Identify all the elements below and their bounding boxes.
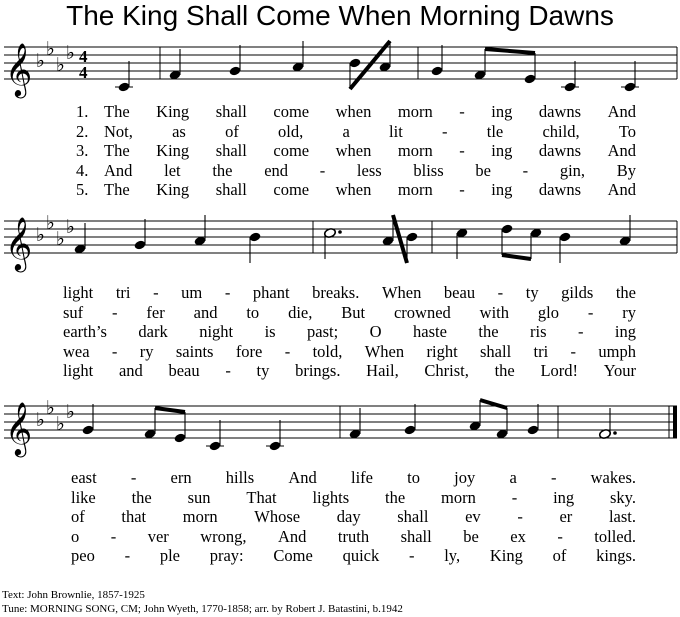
lyric-syllable: Your xyxy=(603,361,636,380)
lyric-syllable: ty xyxy=(256,361,270,380)
lyric-syllable: fer xyxy=(146,302,165,322)
lyric-syllable: past; xyxy=(307,322,339,341)
lyric-syllable: And xyxy=(104,160,133,180)
flat-icon: ♭ xyxy=(46,397,55,419)
flat-icon: ♭ xyxy=(66,42,75,64)
lyric-syllable: is xyxy=(264,322,276,341)
lyric-syllable: King xyxy=(156,141,190,160)
lyric-syllable: ris xyxy=(530,322,547,341)
lyric-syllable: joy xyxy=(454,468,476,487)
lyric-syllable: ern xyxy=(170,468,192,487)
lyric-syllable: And xyxy=(607,180,636,199)
hyphen: - xyxy=(459,102,465,121)
lyric-syllable: sun xyxy=(187,487,211,507)
lyric-syllable: Not, xyxy=(104,121,133,141)
lyric-syllable: less xyxy=(356,160,382,180)
lyric-syllable: be xyxy=(463,526,479,546)
verse-number: 5. xyxy=(76,180,89,199)
lyric-syllable: ple xyxy=(159,546,180,565)
lyric-syllable: um xyxy=(181,283,203,302)
lyric-syllable: wea xyxy=(63,341,90,361)
time-signature-top: 4 xyxy=(79,47,88,66)
hyphen: - xyxy=(550,468,557,487)
hyphen: - xyxy=(224,283,231,302)
lyric-syllable: When xyxy=(381,283,422,302)
hyphen: - xyxy=(459,180,465,199)
lyric-syllable: the xyxy=(494,361,515,380)
hyphen: - xyxy=(112,302,118,322)
lyric-syllable: sky. xyxy=(610,487,636,507)
lyric-syllable: with xyxy=(479,302,509,322)
hyphen: - xyxy=(577,322,584,341)
treble-clef-icon: 𝄞 xyxy=(5,401,33,455)
tune-credit: Tune: MORNING SONG, CM; John Wyeth, 1770-1858; arr. by Robert J. Batastini, b.1942 xyxy=(2,603,403,615)
verse-number: 1. xyxy=(76,102,89,121)
lyric-syllable: tle xyxy=(486,121,504,141)
final-barline xyxy=(673,406,677,438)
lyric-syllable: brings. xyxy=(295,361,341,380)
flat-icon: ♭ xyxy=(56,228,65,250)
lyric-syllable: suf xyxy=(63,302,84,322)
lyric-syllable: That xyxy=(246,487,277,507)
hyphen: - xyxy=(442,121,448,141)
lyric-syllable: tolled. xyxy=(594,526,636,546)
lyric-syllable: of xyxy=(552,546,567,565)
lyric-syllable: shall xyxy=(215,180,247,199)
flat-icon: ♭ xyxy=(46,38,55,60)
beam xyxy=(502,255,531,259)
lyric-syllable: to xyxy=(407,468,420,487)
lyric-syllable: The xyxy=(104,180,130,199)
lyric-syllable: breaks. xyxy=(312,283,360,302)
lyric-syllable: lit xyxy=(389,121,403,141)
lyric-syllable: Hail, xyxy=(366,361,399,380)
lyric-syllable: And xyxy=(607,102,636,121)
hyphen: - xyxy=(111,341,118,361)
lyric-syllable: life xyxy=(350,468,373,487)
lyric-syllable: to xyxy=(246,302,260,322)
hyphen: - xyxy=(153,283,159,302)
dot xyxy=(613,431,617,435)
lyric-syllable: o xyxy=(71,526,80,546)
lyric-syllable: O xyxy=(369,322,382,341)
lyric-syllable: earth’s xyxy=(63,322,107,341)
verse-number: 2. xyxy=(76,121,89,141)
lyric-syllable: morn xyxy=(397,102,433,121)
beam xyxy=(485,49,535,53)
lyric-syllable: dawns xyxy=(538,180,582,199)
lyric-syllable: hills xyxy=(225,468,255,487)
lyric-syllable: Whose xyxy=(254,507,301,526)
flat-icon: ♭ xyxy=(36,50,45,72)
lyric-syllable: And xyxy=(607,141,636,160)
lyric-syllable: ex xyxy=(510,526,526,546)
lyric-syllable: come xyxy=(273,141,310,160)
hyphen: - xyxy=(522,160,529,180)
flat-icon: ♭ xyxy=(56,54,65,76)
hyphen: - xyxy=(319,160,326,180)
flat-icon: ♭ xyxy=(36,409,45,431)
verse-number: 3. xyxy=(76,141,89,160)
flat-icon: ♭ xyxy=(66,401,75,423)
lyric-syllable: last. xyxy=(608,507,636,526)
beam xyxy=(480,400,507,408)
beam xyxy=(393,215,407,263)
lyric-syllable: gilds xyxy=(561,283,594,302)
lyric-syllable: come xyxy=(273,102,310,121)
lyric-syllable: tri xyxy=(115,283,131,302)
lyric-syllable: Christ, xyxy=(424,361,469,380)
lyric-syllable: beau xyxy=(168,361,200,380)
beam xyxy=(155,408,185,412)
hyphen: - xyxy=(557,526,563,546)
hyphen: - xyxy=(124,546,131,565)
lyric-syllable: ing xyxy=(553,487,575,507)
lyric-syllable: King xyxy=(156,180,190,199)
hyphen: - xyxy=(408,546,415,565)
hyphen: - xyxy=(284,341,291,361)
lyric-syllable: the xyxy=(478,322,499,341)
lyric-syllable: But xyxy=(341,302,366,322)
lyric-syllable: told, xyxy=(312,341,343,361)
lyric-syllable: umph xyxy=(598,341,636,361)
lyric-syllable: shall xyxy=(480,341,512,361)
lyric-syllable: tri xyxy=(533,341,549,361)
lyric-syllable: ry xyxy=(622,302,636,322)
lyric-syllable: dark xyxy=(138,322,168,341)
lyric-syllable: and xyxy=(118,361,143,380)
lyric-syllable: night xyxy=(199,322,234,341)
lyric-syllable: like xyxy=(71,487,96,507)
lyric-syllable: By xyxy=(616,160,636,180)
lyric-syllable: ver xyxy=(147,526,169,546)
lyric-syllable: child, xyxy=(542,121,580,141)
lyric-syllable: lights xyxy=(312,487,350,507)
lyric-syllable: die, xyxy=(288,302,313,322)
lyric-syllable: morn xyxy=(397,180,433,199)
flat-icon: ♭ xyxy=(56,413,65,435)
lyric-syllable: right xyxy=(426,341,458,361)
lyric-syllable: phant xyxy=(252,283,290,302)
hyphen: - xyxy=(225,361,231,380)
lyric-syllable: wrong, xyxy=(200,526,247,546)
verse-number: 4. xyxy=(76,160,89,180)
lyric-syllable: end xyxy=(264,160,289,180)
lyric-syllable: ing xyxy=(491,180,513,199)
lyric-syllable: when xyxy=(335,180,372,199)
lyric-syllable: King xyxy=(489,546,523,565)
lyric-syllable: crowned xyxy=(393,302,451,322)
lyric-syllable: And xyxy=(278,526,307,546)
lyric-syllable: beau xyxy=(443,283,476,302)
treble-clef-icon: 𝄞 xyxy=(5,42,33,96)
hyphen: - xyxy=(497,283,504,302)
lyric-syllable: ing xyxy=(491,141,513,160)
lyric-syllable: peo xyxy=(71,546,95,565)
lyric-syllable: light xyxy=(63,361,94,380)
lyric-syllable: er xyxy=(559,507,573,526)
lyric-syllable: The xyxy=(104,102,130,121)
lyric-syllable: ly, xyxy=(444,546,461,565)
lyric-syllable: And xyxy=(288,468,317,487)
lyric-syllable: and xyxy=(193,302,218,322)
lyric-syllable: the xyxy=(385,487,406,507)
lyric-syllable: glo xyxy=(537,302,559,322)
lyric-syllable: when xyxy=(335,141,372,160)
lyric-syllable: ing xyxy=(614,322,636,341)
lyric-syllable: dawns xyxy=(538,141,582,160)
lyric-syllable: east xyxy=(71,468,97,487)
lyric-syllable: morn xyxy=(397,141,433,160)
hyphen: - xyxy=(459,141,465,160)
lyric-syllable: light xyxy=(63,283,94,302)
time-signature-bottom: 4 xyxy=(79,63,88,82)
lyric-syllable: of xyxy=(71,507,85,526)
lyric-syllable: quick xyxy=(342,546,380,565)
hymn-title: The King Shall Come When Morning Dawns xyxy=(66,0,614,31)
lyric-syllable: shall xyxy=(215,141,247,160)
lyric-syllable: saints xyxy=(175,341,214,361)
lyric-syllable: truth xyxy=(337,526,370,546)
lyric-syllable: come xyxy=(273,180,310,199)
dot xyxy=(338,230,342,234)
lyric-syllable: the xyxy=(212,160,233,180)
hyphen: - xyxy=(587,302,594,322)
lyric-syllable: pray: xyxy=(209,546,244,565)
hyphen: - xyxy=(110,526,117,546)
hyphen: - xyxy=(517,507,523,526)
lyric-syllable: shall xyxy=(397,507,429,526)
lyric-syllable: of xyxy=(225,121,239,141)
lyric-syllable: fore xyxy=(235,341,263,361)
lyric-syllable: ry xyxy=(139,341,154,361)
hyphen: - xyxy=(570,341,577,361)
lyric-syllable: old, xyxy=(278,121,304,141)
lyric-syllable: dawns xyxy=(538,102,582,121)
hyphen: - xyxy=(511,487,518,507)
lyric-syllable: gin, xyxy=(559,160,586,180)
lyric-syllable: ev xyxy=(465,507,481,526)
lyric-syllable: that xyxy=(121,507,147,526)
flat-icon: ♭ xyxy=(46,212,55,234)
lyric-syllable: The xyxy=(104,141,130,160)
lyric-syllable: shall xyxy=(400,526,432,546)
lyric-syllable: morn xyxy=(182,507,218,526)
lyric-syllable: the xyxy=(615,283,636,302)
lyric-syllable: To xyxy=(618,121,636,141)
flat-icon: ♭ xyxy=(66,216,75,238)
lyric-syllable: Come xyxy=(273,546,313,565)
lyric-syllable: ty xyxy=(525,283,539,302)
lyric-syllable: wakes. xyxy=(590,468,636,487)
lyric-syllable: ing xyxy=(491,102,513,121)
lyric-syllable: a xyxy=(342,121,350,141)
lyric-syllable: Lord! xyxy=(540,361,579,380)
text-credit: Text: John Brownlie, 1857-1925 xyxy=(2,589,145,601)
lyric-syllable: kings. xyxy=(596,546,636,565)
lyric-syllable: shall xyxy=(215,102,247,121)
lyric-syllable: when xyxy=(335,102,372,121)
treble-clef-icon: 𝄞 xyxy=(5,216,33,270)
lyric-syllable: King xyxy=(156,102,190,121)
flat-icon: ♭ xyxy=(36,224,45,246)
lyric-syllable: let xyxy=(164,160,181,180)
lyric-syllable: day xyxy=(336,507,361,526)
lyric-syllable: be xyxy=(475,160,491,180)
lyric-syllable: the xyxy=(131,487,152,507)
lyric-syllable: bliss xyxy=(413,160,444,180)
lyric-syllable: When xyxy=(364,341,405,361)
lyric-syllable: a xyxy=(509,468,517,487)
lyric-syllable: haste xyxy=(413,322,447,341)
hyphen: - xyxy=(130,468,137,487)
lyric-syllable: morn xyxy=(441,487,476,507)
lyric-syllable: as xyxy=(172,121,186,141)
